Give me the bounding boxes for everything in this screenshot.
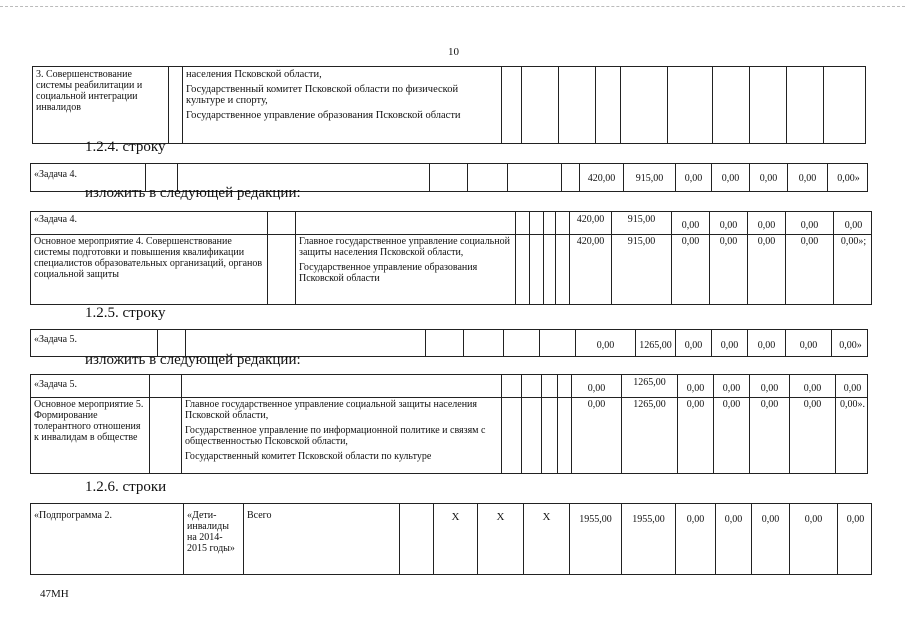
task4-new-measure-col-d <box>529 234 543 304</box>
task4-old-value-2: 915,00 <box>623 164 675 191</box>
task4-new-task-value-4: 0,00 <box>709 212 747 234</box>
item3-executor-3: Государственное управление образования Псковской области <box>186 110 461 121</box>
task4-new-executor-1: Главное государственное управление социальной защиты населения Псковской области, <box>299 236 510 258</box>
task4-new-task-value-5: 0,00 <box>747 212 785 234</box>
task5-old-value-6: 0,00 <box>785 330 831 356</box>
task5-new-task-label: «Задача 5. <box>34 379 78 390</box>
task5-old-value-3: 0,00 <box>675 330 711 356</box>
task5-old-col-c <box>425 330 463 356</box>
task5-new-task-col-e <box>541 375 557 397</box>
item3-col-f <box>667 67 712 143</box>
table-row-subprogram-2 <box>30 503 872 575</box>
task5-new-measure-value-1: 0,00 <box>571 397 621 473</box>
task4-new-task-row <box>31 212 871 235</box>
task4-new-measure-value-2: 915,00 <box>611 234 671 304</box>
item3-col-h <box>749 67 786 143</box>
task4-old-value-3: 0,00 <box>675 164 711 191</box>
task5-new-executor-1: Главное государственное управление социальной защиты населения Псковской области, <box>185 399 477 421</box>
task4-old-col-e <box>507 164 561 191</box>
subprogram-col-a <box>399 504 433 574</box>
task4-new-task-col-e <box>543 212 555 234</box>
task4-new-measure-value-1: 420,00 <box>569 234 611 304</box>
task5-new-measure-value-7: 0,00». <box>835 397 869 473</box>
task5-new-measure-col-f <box>557 397 571 473</box>
task4-new-task-value-7: 0,00 <box>833 212 873 234</box>
task4-new-measure-col-e <box>543 234 555 304</box>
task5-new-task-row <box>31 375 867 398</box>
subprogram-total: Всего <box>243 504 399 574</box>
task4-old-col-d <box>467 164 507 191</box>
item3-col-b <box>521 67 558 143</box>
task5-new-task-value-7: 0,00 <box>835 375 869 397</box>
task4-new-executor-2: Государственное управление образования Псковской области <box>299 262 478 284</box>
task5-new-measure-value-3: 0,00 <box>677 397 713 473</box>
item3-col-j <box>823 67 867 143</box>
task5-new-measure-value-5: 0,00 <box>749 397 789 473</box>
task5-old-col-f <box>539 330 575 356</box>
task5-new-measure-executors <box>181 397 501 473</box>
task4-new-task-label: «Задача 4. <box>34 214 78 225</box>
task5-new-task-value-5: 0,00 <box>749 375 789 397</box>
task5-new-task-value-2: 1265,00 <box>621 375 677 397</box>
task4-new-task-value-3: 0,00 <box>671 212 709 234</box>
task4-new-measure-col-f <box>555 234 569 304</box>
subprogram-value-2: 1955,00 <box>621 504 675 574</box>
table-block-task4-new <box>30 211 872 305</box>
heading-1-2-4: 1.2.4. строку <box>85 139 166 155</box>
task4-old-value-5: 0,00 <box>749 164 787 191</box>
task4-old-value-4: 0,00 <box>711 164 749 191</box>
task4-old-value-6: 0,00 <box>787 164 827 191</box>
task5-old-value-2: 1265,00 <box>635 330 675 356</box>
subprogram-value-3: 0,00 <box>675 504 715 574</box>
task5-new-task-col-f <box>557 375 571 397</box>
task4-new-measure-value-5: 0,00 <box>747 234 785 304</box>
subprogram-mark-1: Х <box>433 504 477 574</box>
heading-new-edition-2: изложить в следующей редакции: <box>85 352 301 368</box>
task5-new-executor-2: Государственное управление по информационной политике и связям с общественностью Псковской области, <box>185 425 486 447</box>
item3-col-e <box>620 67 667 143</box>
task5-new-measure-text: Основное мероприятие 5. Формирование толерантного отношения к инвалидам в обществе <box>34 399 144 443</box>
task5-new-task-col-d <box>521 375 541 397</box>
task4-new-measure-text: Основное мероприятие 4. Совершенствование системы подготовки и повышения квалификации специалистов образовательных организаций, органов социальной защиты <box>34 236 263 280</box>
item3-col-a <box>501 67 521 143</box>
subprogram-mark-2: Х <box>477 504 523 574</box>
table-block-task5-new <box>30 374 868 474</box>
task4-new-task-col-a <box>267 212 295 234</box>
subprogram-label: «Подпрограмма 2. <box>34 510 112 521</box>
task4-new-task-value-2: 915,00 <box>611 212 671 234</box>
item3-executors <box>182 67 501 143</box>
item3-col-c <box>558 67 595 143</box>
task5-new-measure-col-c <box>501 397 521 473</box>
footer-document-code: 47МН <box>40 588 69 600</box>
task4-old-col-c <box>429 164 467 191</box>
item3-spacer <box>168 67 182 143</box>
subprogram-value-6: 0,00 <box>789 504 837 574</box>
task4-new-task-value-1: 420,00 <box>569 212 611 234</box>
subprogram-value-4: 0,00 <box>715 504 751 574</box>
task5-new-measure-value-6: 0,00 <box>789 397 835 473</box>
task4-new-task-col-b <box>295 212 515 234</box>
task5-old-col-e <box>503 330 539 356</box>
task4-new-measure-col-a <box>267 234 295 304</box>
task5-new-measure-col-e <box>541 397 557 473</box>
page-number: 10 <box>448 46 459 58</box>
task4-old-col-f <box>561 164 579 191</box>
task4-new-measure-value-3: 0,00 <box>671 234 709 304</box>
item3-col-i <box>786 67 823 143</box>
task5-new-measure-col-a <box>149 397 181 473</box>
subprogram-value-7: 0,00 <box>837 504 873 574</box>
task5-new-measure-col-d <box>521 397 541 473</box>
task5-old-value-5: 0,00 <box>747 330 785 356</box>
task5-new-task-col-a <box>149 375 181 397</box>
task4-new-task-value-6: 0,00 <box>785 212 833 234</box>
task5-old-label: «Задача 5. <box>34 334 78 345</box>
task4-new-measure-row <box>31 234 871 304</box>
task5-new-task-value-3: 0,00 <box>677 375 713 397</box>
task5-new-task-col-b <box>181 375 501 397</box>
task5-old-value-1: 0,00 <box>575 330 635 356</box>
item3-executor-1: населения Псковской области, <box>186 69 322 80</box>
task5-new-task-col-c <box>501 375 521 397</box>
task4-new-measure-value-6: 0,00 <box>785 234 833 304</box>
task4-new-measure-value-4: 0,00 <box>709 234 747 304</box>
table-block-item3 <box>32 66 866 144</box>
task4-new-measure-col-c <box>515 234 529 304</box>
task5-new-measure-row <box>31 397 867 473</box>
task4-old-value-7: 0,00» <box>827 164 869 191</box>
task4-new-measure-value-7: 0,00»; <box>833 234 873 304</box>
item3-executor-2: Государственный комитет Псковской области по физической культуре и спорту, <box>186 84 459 106</box>
item3-title: 3. Совершенствование системы реабилитации и социальной интеграции инвалидов <box>36 69 143 113</box>
task5-new-task-value-6: 0,00 <box>789 375 835 397</box>
task4-new-task-col-c <box>515 212 529 234</box>
subprogram-value-1: 1955,00 <box>569 504 621 574</box>
subprogram-name: «Дети-инвалиды на 2014-2015 годы» <box>183 504 243 574</box>
item3-col-g <box>712 67 749 143</box>
task4-old-value-1: 420,00 <box>579 164 623 191</box>
task4-old-label: «Задача 4. <box>34 169 78 180</box>
top-scan-edge <box>0 6 905 7</box>
task5-new-measure-value-2: 1265,00 <box>621 397 677 473</box>
task5-new-executor-3: Государственный комитет Псковской области по культуре <box>185 451 432 462</box>
task4-new-task-col-d <box>529 212 543 234</box>
task4-new-measure-executors <box>295 234 515 304</box>
subprogram-mark-3: Х <box>523 504 569 574</box>
task4-new-task-col-f <box>555 212 569 234</box>
heading-new-edition-1: изложить в следующей редакции: <box>85 185 301 201</box>
task5-old-col-d <box>463 330 503 356</box>
subprogram-value-5: 0,00 <box>751 504 789 574</box>
task5-old-value-7: 0,00» <box>831 330 869 356</box>
item3-col-d <box>595 67 620 143</box>
heading-1-2-5: 1.2.5. строку <box>85 305 166 321</box>
task5-new-measure-value-4: 0,00 <box>713 397 749 473</box>
heading-1-2-6: 1.2.6. строки <box>85 479 167 495</box>
task5-new-task-value-1: 0,00 <box>571 375 621 397</box>
task5-new-task-value-4: 0,00 <box>713 375 749 397</box>
task5-old-value-4: 0,00 <box>711 330 747 356</box>
